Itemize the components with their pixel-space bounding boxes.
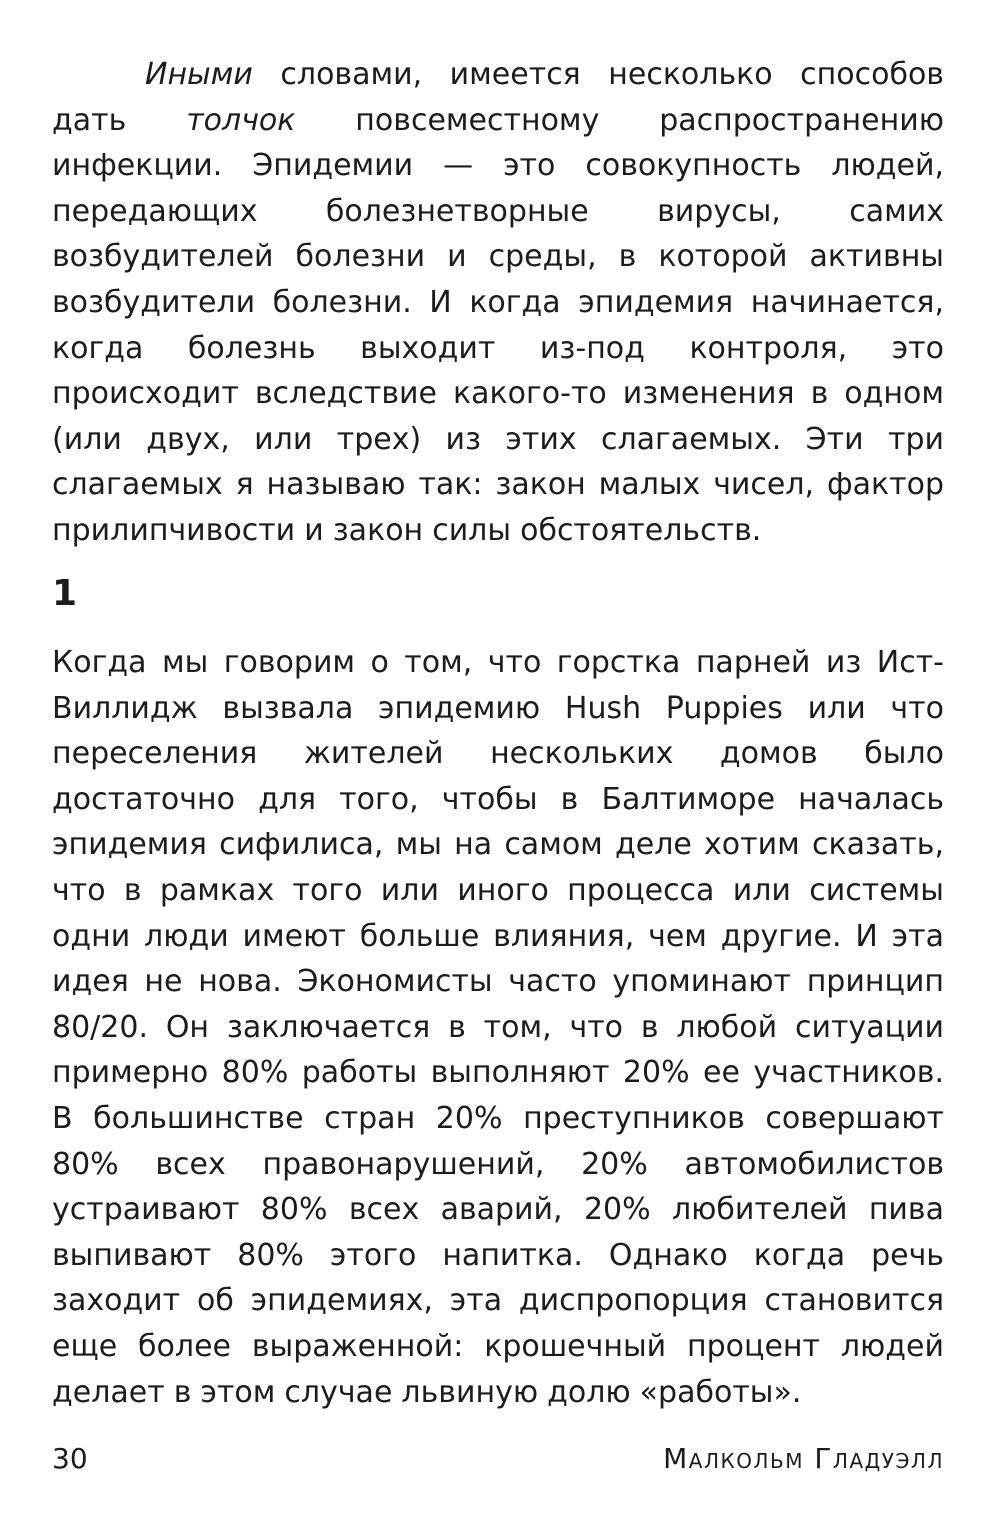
section-number: 1 (52, 573, 78, 614)
running-author: Малкольм Гладуэлл (663, 1442, 944, 1475)
paragraph-intro-text-a: словами, имеется несколько способов дать (52, 57, 944, 138)
paragraph-intro (52, 52, 944, 554)
paragraph-section-1: Когда мы говорим о том, что горстка парней из Ист-Виллидж вызвала эпидемию Hush Puppies или что переселения жителей нескольких домов было достаточно для того, чтобы в Балтиморе началась эпидемия сифилиса, мы на самом деле хотим сказать, что в рамках того или иного процесса или системы одни люди имеют больше влияния, чем другие. И эта идея не нова. Экономисты часто упоминают принцип 80/20. Он заключается в том, что в любой ситуации примерно 80% работы выполняют 20% ее участников. В большинстве стран 20% преступников совершают 80% всех правонарушений, 20% автомобилистов устраивают 80% всех аварий, 20% любителей пива выпивают 80% этого напитка. Однако когда речь заходит об эпидемиях, эта диспропорция становится еще более выраженной: крошечный процент людей делает в этом случае львиную долю «работы». (52, 645, 944, 1410)
page-number: 30 (52, 1442, 88, 1475)
page-footer (52, 1442, 944, 1482)
italic-emphasis-word: толчок (186, 102, 296, 138)
paragraph-intro-text-b: повсеместному распространению инфекции. Эпидемии — это совокупность людей, передающих болезнетворные вирусы, самих возбудителей болезни и среды, в которой активны возбудители болезни. И когда эпидемия начинается, когда болезнь выходит из-под контроля, это происходит вследствие какого-то изменения в одном (или двух, или трех) из этих слагаемых. Эти три слагаемых я называю так: закон малых чисел, фактор прилипчивости и закон силы обстоятельств. (52, 102, 944, 548)
italic-lead-word: Иными (145, 57, 253, 92)
